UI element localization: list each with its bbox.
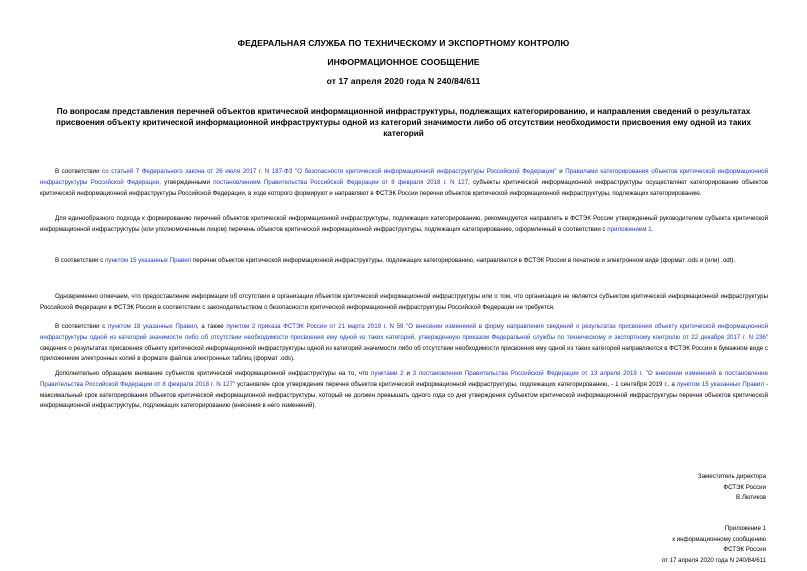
p4-text-1: Одновременно отмечаем, что предоставление информации об отсутствии в организации объектов критической информационной инфраструктуры или о том, что организация не является субъектом критической информационной инфраструктуры Российской Федерации в ФСТЭК России в соответствии с законодательством о безопасности критической информационной инфраструктуры Российской Федерации не требуется. (40, 293, 768, 311)
link-order-59[interactable]: пунктом 2 приказа ФСТЭК России от 21 марта 2019 г. N 59 "О внесении изменений в форму направления сведений о результатах присвоения объекту критической информационной инфраструктуры одной из категорий значимости либо об отсутствии необходимости присвоения ему одной из таких категорий, утвержденную приказом Федеральной службы по техническому и экспортному контролю от 22 декабря 2017 г. N 236" (40, 323, 769, 341)
appendix-title: Приложение 1 (724, 525, 766, 532)
p1-text-2: и (556, 168, 566, 175)
p6-text-2: и (403, 370, 413, 377)
document-subject: По вопросам представления перечней объектов критической информационной инфраструктуры, подлежащих категорированию, и направления сведений о результатах присвоения объекту критической информационной инфраструктуры одной из категорий значимости либо об отсутствии необходимости присвоения ему одной из таких категорий (55, 107, 752, 138)
p3-text-2: перечни объектов критической информационной инфраструктуры, подлежащих категорированию, направляются в ФСТЭК России в печатном и электронном виде (формат .ods и (или) .odt). (191, 257, 736, 264)
paragraph-5 (40, 322, 768, 365)
link-rules-item-15[interactable]: пунктом 15 указанных Правил (105, 257, 192, 264)
link-federal-law-187[interactable]: со статьей 7 Федерального закона от 26 июля 2017 г. N 187-ФЗ "О безопасности критической информационной инфраструктуры Российской Федерации" (102, 168, 557, 175)
p5-text-2: , а также (196, 323, 227, 330)
link-rules-item-18[interactable]: пунктом 18 указанных Правил (107, 323, 197, 330)
link-items-2[interactable]: пунктами 2 (371, 370, 404, 377)
p3-text-1: В соответствии с (55, 257, 106, 264)
signer-position: Заместитель директора (697, 473, 766, 480)
signer-name: В.Лютиков (736, 494, 766, 502)
p6-text-3: установлен срок утверждения перечня объектов критической информационной инфраструктуры, подлежащих категорированию, - 1 сентября 2019 г., а (235, 380, 677, 388)
signer-org: ФСТЭК России (723, 483, 766, 491)
p6-text-4: - максимальный срок категорирования объектов критической информационной инфраструктуры, который не должен превышать одного года со дня утверждения субъектом критической информационной инфраструктуры перечня объектов критической информационной инфраструктуры, подлежащих категорированию (внесения в него изменений). (40, 380, 768, 410)
p5-text-3: сведения о результатах присвоения объекту критической информационной инфраструктуры одной из категорий значимости либо об отсутствии необходимости присвоения ему одной из таких категорий направляются в ФСТЭК России в бумажном виде с приложением электронных копий в формате файлов электронных таблиц (формат .ods). (40, 344, 768, 363)
document-type: ИНФОРМАЦИОННОЕ СООБЩЕНИЕ (327, 57, 480, 67)
appendix-line-3: от 17 апреля 2020 года N 240/84/611 (661, 556, 766, 564)
p6-text-1: Дополнительно обращаем внимание субъектов критической информационной инфраструктуры на то, что (55, 370, 372, 377)
link-decree-127[interactable]: постановлением Правительства Российской Федерации от 8 февраля 2018 г. N 127 (213, 178, 469, 186)
paragraph-4 (40, 292, 768, 314)
signature-block (698, 472, 766, 504)
paragraph-3 (40, 256, 768, 267)
p1-text-3: , утвержденными (159, 178, 214, 186)
appendix-block (662, 524, 766, 566)
paragraph-2 (40, 214, 768, 236)
link-rules-item-15-b[interactable]: пунктом 15 указанных Правил (676, 380, 764, 388)
appendix-line-1: к информационному сообщению (672, 535, 766, 543)
document-date: от 17 апреля 2020 года N 240/84/611 (326, 76, 481, 86)
agency-title: ФЕДЕРАЛЬНАЯ СЛУЖБА ПО ТЕХНИЧЕСКОМУ И ЭКСПОРТНОМУ КОНТРОЛЮ (237, 38, 570, 48)
p1-text-4: , субъекты критической информационной инфраструктуры осуществляют категорирование объектов критической информационной инфраструктуры Российской Федерации, в ходе которого формируют и направляют в ФСТЭК России перечни объектов критической информационной инфраструктуры, подлежащих категорированию. (40, 178, 769, 197)
p1-text-1: В соответствии (55, 168, 103, 175)
p5-text-1: В соответствии с (55, 323, 108, 330)
paragraph-1 (40, 167, 768, 199)
appendix-line-2: ФСТЭК России (723, 546, 766, 554)
p2-text-1: Для единообразного подхода к формированию перечней объектов критической информационной инфраструктуры, подлежащих категорированию, рекомендуется направлять в ФСТЭК России утвержденный руководителем субъекта критической информационной инфраструктуры (или уполномоченным лицом) перечень объектов критической информационной инфраструктуры, подлежащих категорированию, оформленный в соответствии с (40, 215, 768, 233)
paragraph-6 (40, 369, 768, 412)
p2-text-2: . (651, 225, 654, 233)
link-decree-2019[interactable]: 3 постановления Правительства Российской Федерации от 13 апреля 2019 г. "О внесении изменений в постановление Правительства Российской Федерации от 8 февраля 2018 г. N 127" (40, 370, 769, 388)
link-categorization-rules[interactable]: Правилами категорирования объектов критической информационной инфраструктуры Российской Федерации (40, 168, 768, 186)
link-appendix-1[interactable]: приложением 1 (607, 225, 652, 233)
